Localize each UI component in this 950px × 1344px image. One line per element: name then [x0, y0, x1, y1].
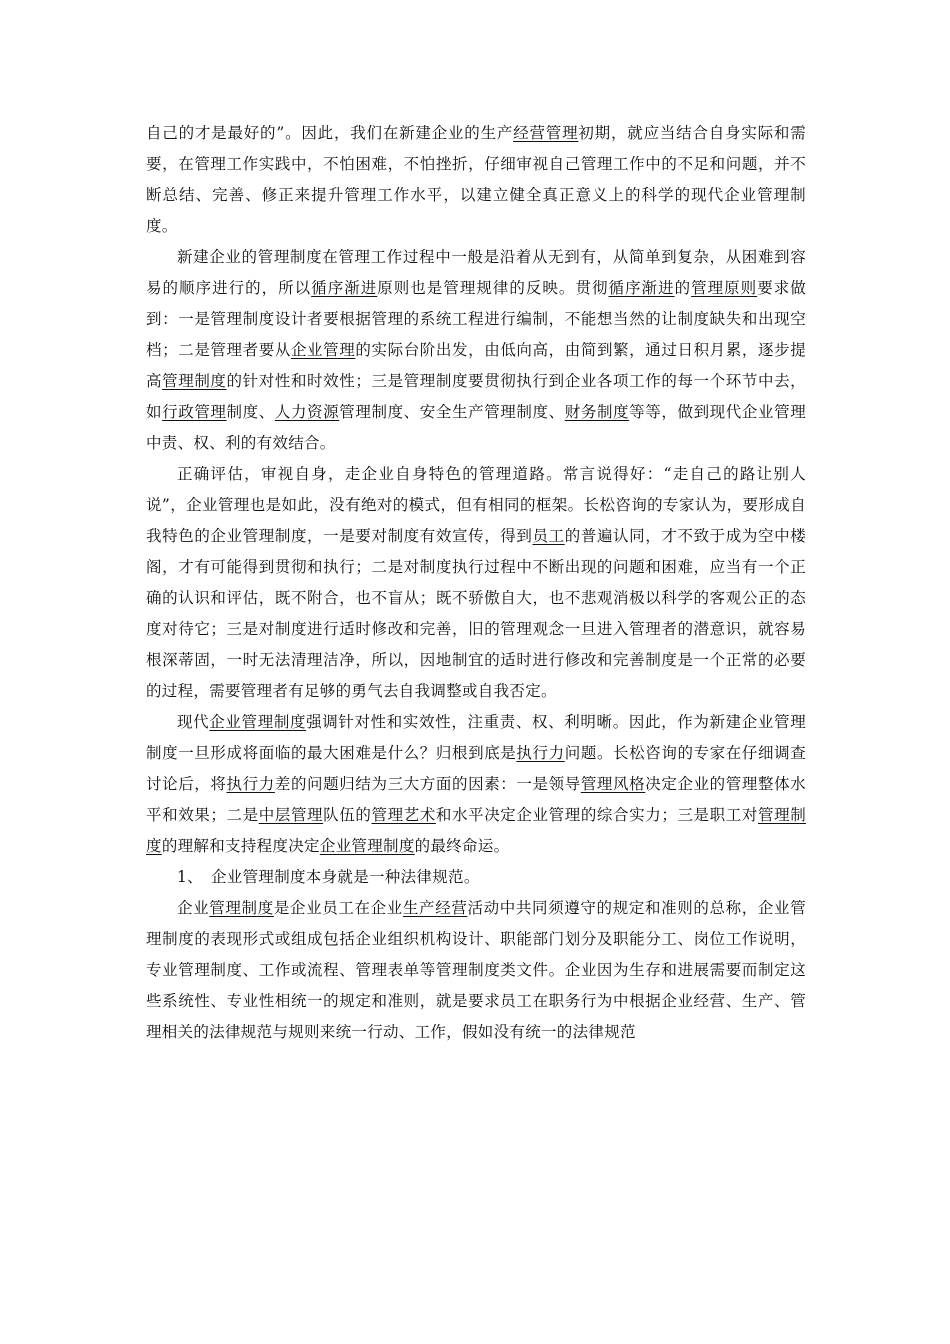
keyword-link[interactable]: 经营管理: [513, 124, 579, 142]
keyword-link[interactable]: 执行力: [226, 775, 275, 793]
paragraph-text: 原则也是管理规律的反映。贯彻: [377, 279, 609, 297]
paragraph-text: 的最终命运。: [414, 837, 510, 855]
paragraph-text: 决定企业的管理整体水平和效果；二是: [146, 775, 806, 824]
paragraph-text: 制度、: [226, 403, 275, 421]
paragraph-text: 新建企业的管理制度在管理工作过程中一般是沿着从无到有，从简单到复杂，从困难到容易的顺序进行的，所以: [146, 248, 806, 297]
keyword-link[interactable]: 管理艺术: [371, 806, 436, 824]
paragraph-text: 的实际台阶出发，由低向高，由简到繁，通过日积月累，逐步提高: [146, 341, 807, 390]
paragraph-text: 活动中共同须遵守的规定和准则的总称，企业管理制度的表现形式或组成包括企业组织机构设计、职能部门划分及职能分工、岗位工作说明，专业管理制度、工作或流程、管理表单等管理制度类文件。企业因为生存和进展需要而制定这些系统性、专业性相统一的规定和准则，就是要求员工在职务行为中根据企业经营、生产、管理相关的法律规范与规则来统一行动、工作，假如没有统一的法律规范: [146, 899, 806, 1041]
paragraph-text: 是企业员工在企业: [273, 899, 403, 917]
keyword-link[interactable]: 执行力: [516, 744, 565, 762]
keyword-link[interactable]: 行政管理: [162, 403, 227, 421]
keyword-link[interactable]: 管理风格: [580, 775, 646, 793]
paragraph-text: 问题。长松咨询的专家在仔细调查讨论后，将: [146, 744, 806, 793]
keyword-link[interactable]: 管理制度: [146, 806, 806, 855]
paragraph-text: 等等，做到现代企业管理中责、权、利的有效结合。: [146, 403, 806, 452]
keyword-link[interactable]: 生产经营: [402, 899, 468, 917]
keyword-link[interactable]: 财务制度: [564, 403, 630, 421]
paragraph-text: 差的问题归结为三大方面的因素：一是领导: [274, 775, 581, 793]
keyword-link[interactable]: 中层管理: [258, 806, 324, 824]
paragraph-text: 的针对性和时效性；三是管理制度要贯彻执行到企业各项工作的每一个环节中去，如: [146, 372, 806, 421]
paragraph-text: 现代: [177, 713, 210, 731]
paragraph-text: 和水平决定企业管理的综合实力；三是职工对: [435, 806, 758, 824]
paragraph-text: 初期，就应当结合自身实际和需要，在管理工作实践中，不怕困难，不怕挫折，仔细审视自己管理工作中的不足和问题，并不断总结、完善、修正来提升管理工作水平，以建立健全真正意义上的科学的现代企业管理制度。: [146, 124, 807, 235]
paragraph-text: 强调针对性和实效性，注重责、权、利明晰。因此，作为新建企业管理制度一旦形成将面临的最大困难是什么？归根到底是: [146, 713, 806, 762]
keyword-link[interactable]: 循序渐进: [608, 279, 675, 297]
paragraph-text: 队伍的: [323, 806, 372, 824]
keyword-link[interactable]: 管理制度: [162, 372, 227, 390]
paragraph-text: 企业: [177, 899, 210, 917]
keyword-link[interactable]: 企业管理: [290, 341, 356, 359]
paragraph: [146, 459, 806, 707]
keyword-link[interactable]: 企业管理制度: [209, 713, 307, 731]
keyword-link[interactable]: 管理制度: [209, 899, 274, 917]
keyword-link[interactable]: 企业管理制度: [319, 837, 415, 855]
paragraph: [146, 862, 806, 893]
paragraph-text: 的: [674, 279, 692, 297]
paragraph: [146, 707, 806, 862]
paragraph-text: 的理解和支持程度决定: [161, 837, 320, 855]
keyword-link[interactable]: 管理原则: [691, 279, 758, 297]
document-body: [146, 118, 806, 1048]
paragraph: [146, 242, 806, 459]
paragraph-text: 自己的才是最好的”。因此，我们在新建企业的生产: [146, 124, 514, 142]
keyword-link[interactable]: 人力资源: [274, 403, 340, 421]
keyword-link[interactable]: 员工: [532, 527, 565, 545]
paragraph: [146, 118, 806, 242]
paragraph: [146, 893, 806, 1048]
paragraph-text: 正确评估，审视自身，走企业自身特色的管理道路。常言说得好：“走自己的路让别人说”，企业管理也是如此，没有绝对的模式，但有相同的框架。长松咨询的专家认为，要形成自我特色的企业管理制度，一是要对制度有效宣传，得到: [146, 465, 806, 545]
keyword-link[interactable]: 循序渐进: [311, 279, 378, 297]
paragraph-text: 要求做到：一是管理制度设计者要根据管理的系统工程进行编制，不能想当然的让制度缺失和出现空档；二是管理者要从: [146, 279, 807, 359]
paragraph-text: 管理制度、安全生产管理制度、: [339, 403, 565, 421]
paragraph-text: 的普遍认同，才不致于成为空中楼阁，才有可能得到贯彻和执行；二是对制度执行过程中不断出现的问题和困难，应当有一个正确的认识和评估，既不附合，也不盲从；既不骄傲自大，也不悲观消极以科学的客观公正的态度对待它；三是对制度进行适时修改和完善，旧的管理观念一旦进入管理者的潜意识，就容易根深蒂固，一时无法清理洁净，所以，因地制宜的适时进行修改和完善制度是一个正常的必要的过程，需要管理者有足够的勇气去自我调整或自我否定。: [146, 527, 806, 700]
paragraph-text: 1、 企业管理制度本身就是一种法律规范。: [177, 868, 480, 886]
